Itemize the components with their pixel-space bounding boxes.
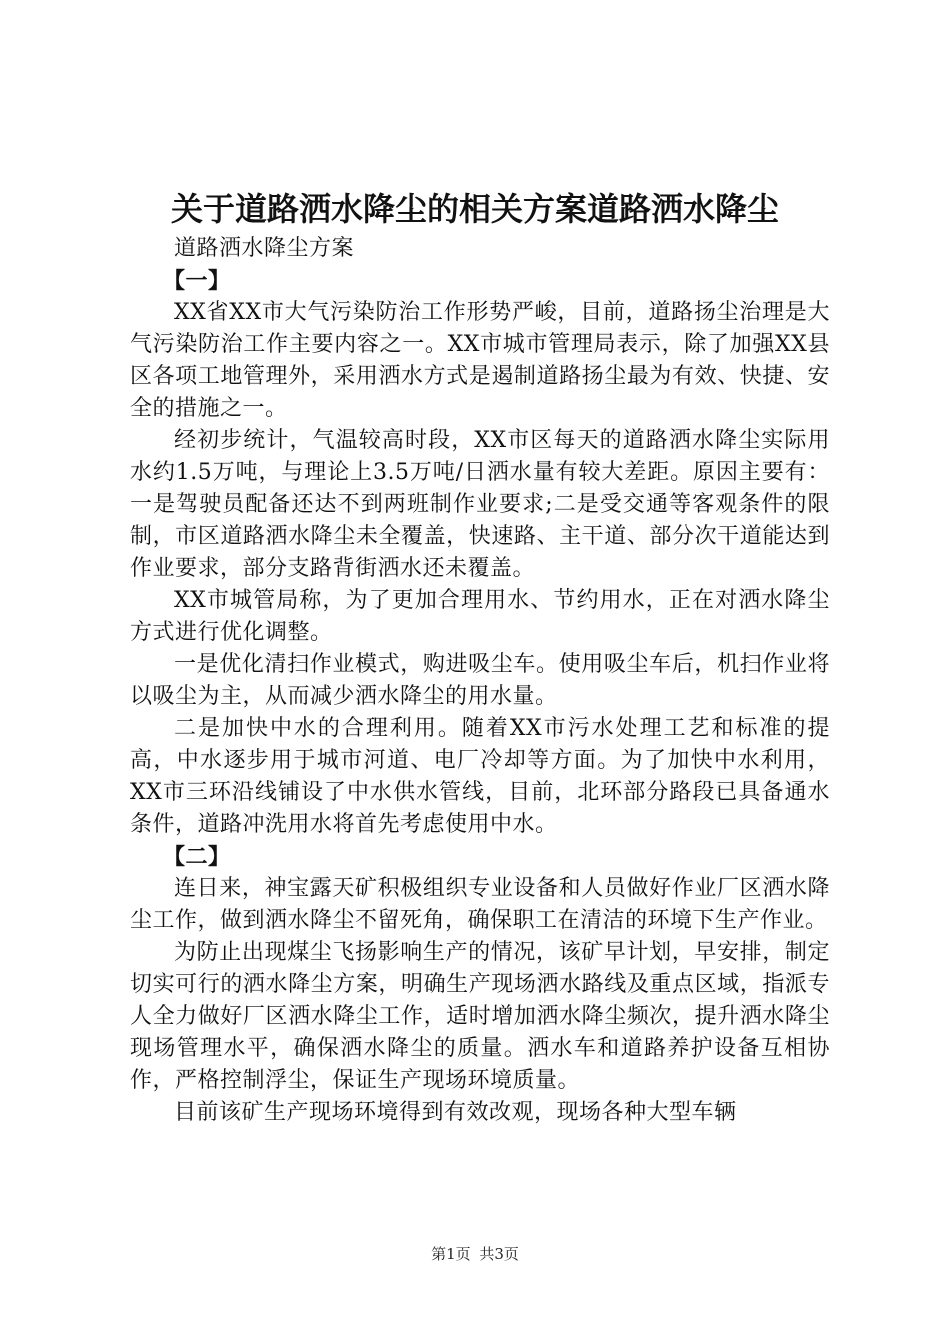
- document-subtitle: 道路洒水降尘方案: [174, 236, 355, 261]
- paragraph: 经初步统计，气温较高时段，XX市区每天的道路洒水降尘实际用水约1.5万吨，与理论上3.5万吨/日洒水量有较大差距。原因主要有：一是驾驶员配备还达不到两班制作业要求;二是受交通等客观条件的限制，市区道路洒水降尘未全覆盖，快速路、主干道、部分次干道能达到作业要求，部分支路背街洒水还未覆盖。: [130, 428, 830, 581]
- paragraph: 二是加快中水的合理利用。随着XX市污水处理工艺和标准的提高，中水逐步用于城市河道、电厂冷却等方面。为了加快中水利用，XX市三环沿线铺设了中水供水管线，目前，北环部分路段已具备通水条件，道路冲洗用水将首先考虑使用中水。: [130, 716, 830, 837]
- paragraph: XX省XX市大气污染防治工作形势严峻，目前，道路扬尘治理是大气污染防治工作主要内容之一。XX市城市管理局表示，除了加强XX县区各项工地管理外，采用洒水方式是遏制道路扬尘最为有效、快捷、安全的措施之一。: [130, 300, 830, 421]
- page-number: 第1页: [431, 1245, 471, 1263]
- document-body: [130, 233, 830, 1129]
- paragraph: XX市城管局称，为了更加合理用水、节约用水，正在对洒水降尘方式进行优化调整。: [130, 588, 830, 645]
- section-marker-2: 【二】: [163, 844, 231, 870]
- paragraph: 连日来，神宝露天矿积极组织专业设备和人员做好作业厂区洒水降尘工作，做到洒水降尘不留死角，确保职工在清洁的环境下生产作业。: [130, 876, 830, 933]
- document-title: 关于道路洒水降尘的相关方案道路洒水降尘: [170, 190, 779, 228]
- page-footer: [0, 1244, 950, 1264]
- paragraph: 一是优化清扫作业模式，购进吸尘车。使用吸尘车后，机扫作业将以吸尘为主，从而减少洒水降尘的用水量。: [130, 652, 830, 709]
- paragraph: 目前该矿生产现场环境得到有效改观，现场各种大型车辆: [174, 1100, 737, 1125]
- paragraph: 为防止出现煤尘飞扬影响生产的情况，该矿早计划，早安排，制定切实可行的洒水降尘方案，明确生产现场洒水路线及重点区域，指派专人全力做好厂区洒水降尘工作，适时增加洒水降尘频次，提升洒水降尘现场管理水平，确保洒水降尘的质量。洒水车和道路养护设备互相协作，严格控制浮尘，保证生产现场环境质量。: [130, 940, 830, 1093]
- section-marker-1: 【一】: [163, 268, 231, 294]
- page-total: 共3页: [479, 1245, 519, 1263]
